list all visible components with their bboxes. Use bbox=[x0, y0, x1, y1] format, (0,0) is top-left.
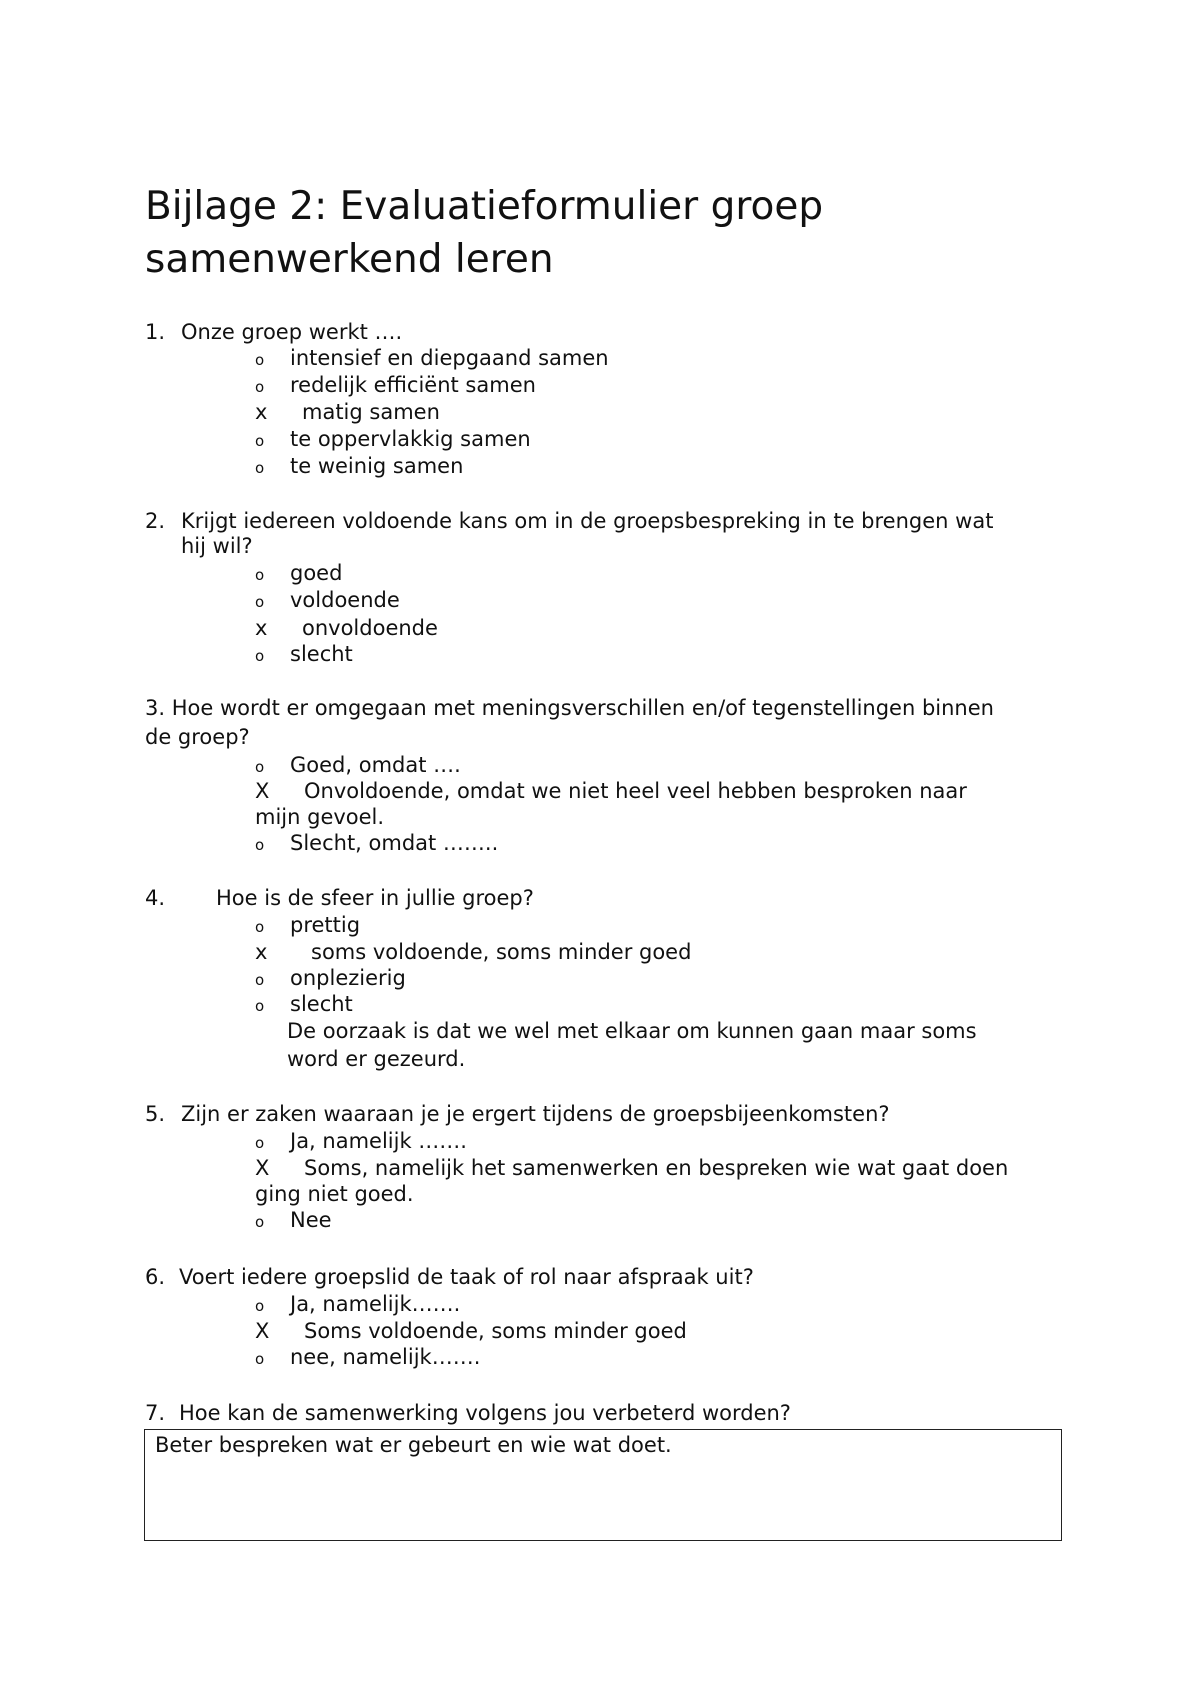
option-label: Ja, namelijk ……. bbox=[290, 1129, 467, 1153]
selected-option-marker: x bbox=[255, 400, 268, 424]
question-text: 3. Hoe wordt er omgegaan met meningsverschillen en/of tegenstellingen binnen bbox=[145, 696, 994, 720]
option-label: soms voldoende, soms minder goed bbox=[311, 940, 692, 964]
page-title: Bijlage 2: Evaluatieformulier groep samenwerkend leren bbox=[145, 184, 824, 282]
selected-option-marker: x bbox=[255, 616, 268, 640]
question-text: Zijn er zaken waaraan je je ergert tijdens de groepsbijeenkomsten? bbox=[181, 1102, 890, 1126]
option-label: onvoldoende bbox=[302, 616, 438, 640]
option-label: voldoende bbox=[290, 588, 400, 612]
option-label: redelijk efficiënt samen bbox=[290, 373, 536, 397]
option-label: goed bbox=[290, 561, 343, 585]
question-text: Onze groep werkt …. bbox=[181, 320, 403, 344]
selected-option-marker: x bbox=[255, 940, 268, 964]
question-number: 6. bbox=[145, 1265, 166, 1289]
option-marker: o bbox=[255, 1350, 265, 1368]
option-label: Soms voldoende, soms minder goed bbox=[304, 1319, 687, 1343]
answer-note-continued: word er gezeurd. bbox=[287, 1047, 466, 1071]
option-marker: o bbox=[255, 351, 265, 369]
option-label: Slecht, omdat …….. bbox=[290, 831, 499, 855]
option-marker: o bbox=[255, 1213, 265, 1231]
option-marker: o bbox=[255, 459, 265, 477]
option-label: matig samen bbox=[302, 400, 440, 424]
question-number: 1. bbox=[145, 320, 166, 344]
option-marker: o bbox=[255, 836, 265, 854]
question-text: Hoe is de sfeer in jullie groep? bbox=[216, 886, 534, 910]
option-marker: o bbox=[255, 971, 265, 989]
option-marker: o bbox=[255, 378, 265, 396]
selected-option-marker: X bbox=[255, 779, 270, 803]
option-label: te weinig samen bbox=[290, 454, 464, 478]
option-marker: o bbox=[255, 566, 265, 584]
question-text: Hoe kan de samenwerking volgens jou verbeterd worden? bbox=[179, 1401, 791, 1425]
question-text: Voert iedere groepslid de taak of rol naar afspraak uit? bbox=[179, 1265, 754, 1289]
option-label: slecht bbox=[290, 992, 353, 1016]
option-label: intensief en diepgaand samen bbox=[290, 346, 609, 370]
option-label: onplezierig bbox=[290, 966, 406, 990]
question-text: Krijgt iedereen voldoende kans om in de groepsbespreking in te brengen wat bbox=[181, 509, 994, 533]
option-marker: o bbox=[255, 918, 265, 936]
option-label-continued: mijn gevoel. bbox=[255, 805, 385, 829]
option-label: Soms, namelijk het samenwerken en bespreken wie wat gaat doen bbox=[304, 1156, 1009, 1180]
option-marker: o bbox=[255, 647, 265, 665]
option-label-continued: ging niet goed. bbox=[255, 1182, 414, 1206]
question-number: 4. bbox=[145, 886, 166, 910]
option-marker: o bbox=[255, 1297, 265, 1315]
option-label: Ja, namelijk……. bbox=[290, 1292, 461, 1316]
option-label: nee, namelijk……. bbox=[290, 1345, 481, 1369]
selected-option-marker: X bbox=[255, 1156, 270, 1180]
option-label: slecht bbox=[290, 642, 353, 666]
option-label: Goed, omdat …. bbox=[290, 753, 461, 777]
selected-option-marker: X bbox=[255, 1319, 270, 1343]
option-marker: o bbox=[255, 1134, 265, 1152]
option-marker: o bbox=[255, 432, 265, 450]
option-marker: o bbox=[255, 758, 265, 776]
question-number: 7. bbox=[145, 1401, 166, 1425]
option-label: te oppervlakkig samen bbox=[290, 427, 531, 451]
answer-textbox[interactable] bbox=[144, 1429, 1062, 1541]
question-number: 5. bbox=[145, 1102, 166, 1126]
option-label: Onvoldoende, omdat we niet heel veel hebben besproken naar bbox=[304, 779, 967, 803]
option-marker: o bbox=[255, 593, 265, 611]
option-label: Nee bbox=[290, 1208, 332, 1232]
answer-note: De oorzaak is dat we wel met elkaar om kunnen gaan maar soms bbox=[287, 1019, 977, 1043]
option-label: prettig bbox=[290, 913, 361, 937]
option-marker: o bbox=[255, 997, 265, 1015]
question-text-continued: hij wil? bbox=[181, 534, 253, 558]
answer-text: Beter bespreken wat er gebeurt en wie wat doet. bbox=[155, 1433, 672, 1457]
question-number: 2. bbox=[145, 509, 166, 533]
question-text-continued: de groep? bbox=[145, 725, 250, 749]
